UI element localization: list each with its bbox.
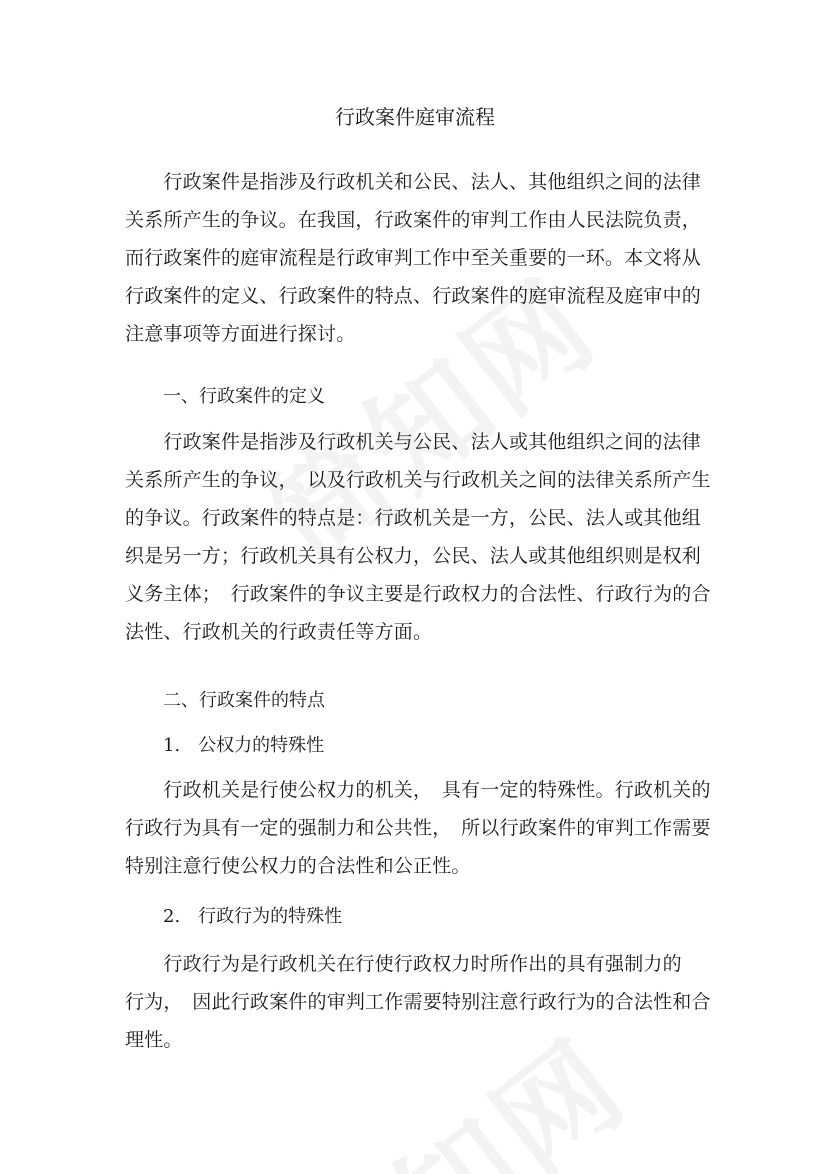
paragraph-line: 关系所产生的争议， 以及行政机关与行政机关之间的法律关系所产生 — [125, 469, 711, 491]
paragraph-line: 理性。 — [125, 1029, 183, 1051]
paragraph-line: 行政案件是指涉及行政机关和公民、法人、其他组织之间的法律 — [125, 171, 702, 193]
subsection-heading-public-power: 1. 公权力的特殊性 — [163, 735, 325, 756]
paragraph-line: 行政案件的定义、行政案件的特点、行政案件的庭审流程及庭审中的 — [125, 285, 702, 307]
paragraph-line: 关系所产生的争议。在我国，行政案件的审判工作由人民法院负责， — [125, 209, 702, 231]
section-heading-features: 二、行政案件的特点 — [163, 690, 325, 711]
paragraph-line: 行为， 因此行政案件的审判工作需要特别注意行政行为的合法性和合 — [125, 991, 711, 1013]
paragraph-line: 注意事项等方面进行探讨。 — [125, 323, 356, 345]
paragraph-line: 而行政案件的庭审流程是行政审判工作中至关重要的一环。本文将从 — [125, 247, 702, 269]
document-title: 行政案件庭审流程 — [335, 105, 495, 129]
section-heading-definition: 一、行政案件的定义 — [163, 386, 325, 407]
paragraph-line: 行政行为具有一定的强制力和公共性， 所以行政案件的审判工作需要 — [125, 817, 711, 839]
definition-paragraph — [125, 423, 725, 651]
administrative-act-paragraph — [125, 945, 725, 1059]
paragraph-line: 行政案件是指涉及行政机关与公民、法人或其他组织之间的法律 — [125, 431, 702, 453]
paragraph-line: 织是另一方；行政机关具有公权力，公民、法人或其他组织则是权利 — [125, 545, 702, 567]
paragraph-line: 的争议。行政案件的特点是：行政机关是一方，公民、法人或其他组 — [125, 507, 702, 529]
paragraph-line: 行政机关是行使公权力的机关， 具有一定的特殊性。行政机关的 — [125, 779, 711, 801]
subsection-heading-administrative-act: 2. 行政行为的特殊性 — [163, 906, 343, 927]
paragraph-line: 特别注意行使公权力的合法性和公正性。 — [125, 855, 471, 877]
intro-paragraph — [125, 163, 725, 353]
paragraph-line: 义务主体； 行政案件的争议主要是行政权力的合法性、行政行为的合 — [125, 583, 711, 605]
paragraph-line: 行政行为是行政机关在行使行政权力时所作出的具有强制力的 — [125, 953, 682, 975]
paragraph-line: 法性、行政机关的行政责任等方面。 — [125, 621, 433, 643]
public-power-paragraph — [125, 771, 725, 885]
